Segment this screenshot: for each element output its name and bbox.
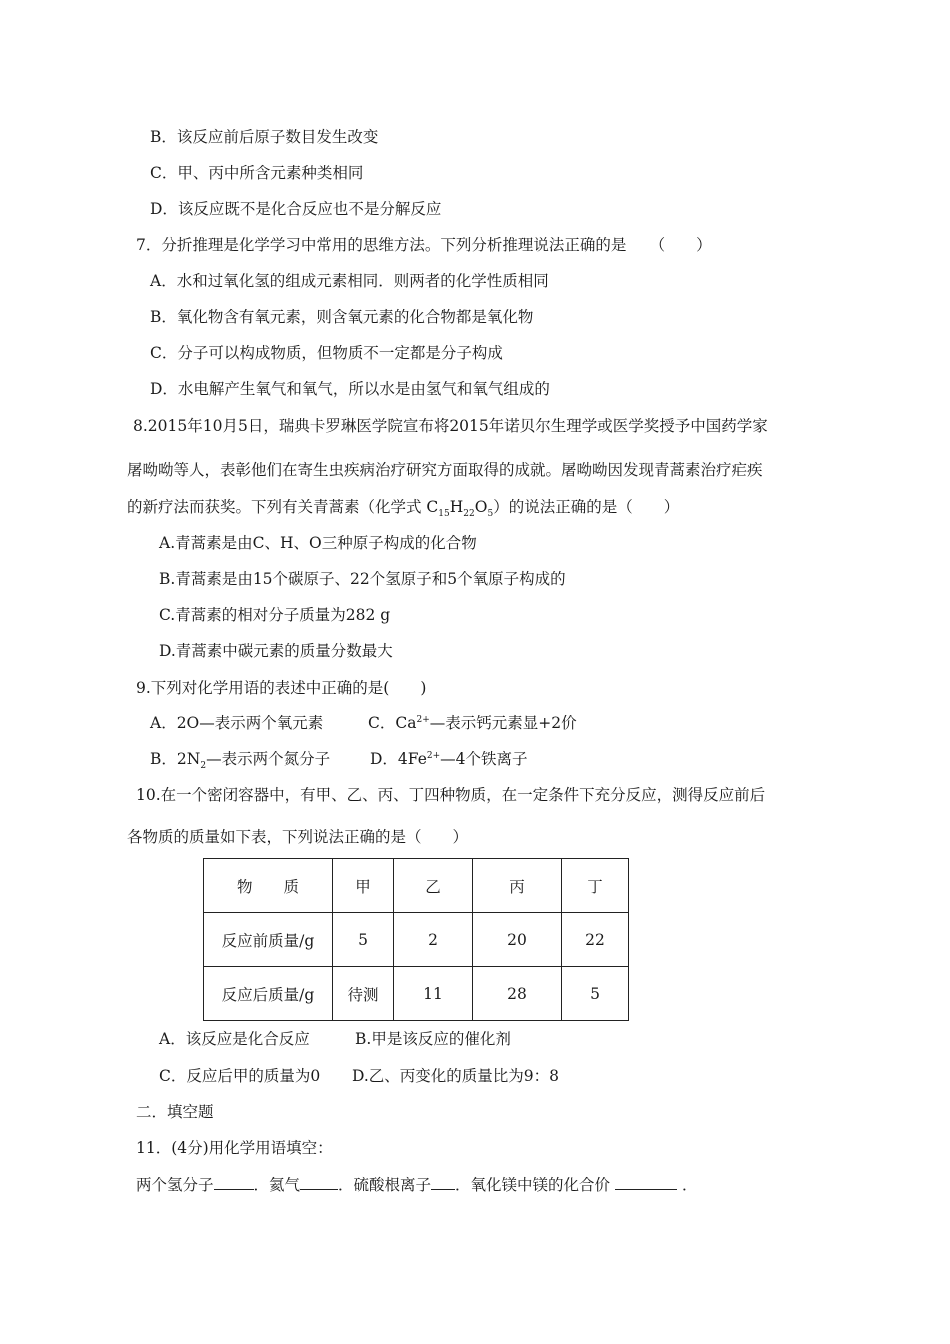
table-cell: 28 xyxy=(473,967,562,1021)
answer-blank[interactable] xyxy=(300,1174,338,1190)
table-cell: 2 xyxy=(394,913,473,967)
mass-table xyxy=(203,858,629,1021)
q7-option-d: D．水电解产生氧气和氧气，所以水是由氢气和氧气组成的 xyxy=(150,380,550,398)
q8-stem-line1: 8.2015年10月5日，瑞典卡罗琳医学院宣布将2015年诺贝尔生理学或医学奖授予中国药学家 xyxy=(133,417,768,435)
q8-option-b: B.青蒿素是由15个碳原子、22个氢原子和5个氧原子构成的 xyxy=(159,570,566,588)
q7-option-a: A．水和过氧化氢的组成元素相同．则两者的化学性质相同 xyxy=(150,272,549,290)
table-cell: 待测 xyxy=(333,967,394,1021)
table-header-cell: 乙 xyxy=(394,859,473,913)
q7-option-b: B．氧化物含有氧元素，则含氧元素的化合物都是氧化物 xyxy=(150,308,534,326)
table-header-cell: 丙 xyxy=(473,859,562,913)
q9-option-d: D．$4Fe^{2+}—4$个铁离子 xyxy=(370,750,528,768)
q6-option-c: C．甲、丙中所含元素种类相同 xyxy=(150,164,364,182)
table-row xyxy=(204,913,629,967)
q11-stem: 11．(4分)用化学用语填空： xyxy=(136,1139,333,1157)
q8-stem-line2: 屠呦呦等人，表彰他们在寄生虫疾病治疗研究方面取得的成就。屠呦呦因发现青蒿素治疗疟疾 xyxy=(127,461,763,479)
q10-option-a: A．该反应是化合反应 xyxy=(159,1030,310,1048)
q10-option-c: C．反应后甲的质量为0 xyxy=(159,1067,321,1085)
q6-option-d: D．该反应既不是化合反应也不是分解反应 xyxy=(150,200,442,218)
q8-option-a: A.青蒿素是由C、H、O三种原子构成的化合物 xyxy=(159,534,477,552)
q10-stem-line2: 各物质的质量如下表，下列说法正确的是（ ） xyxy=(127,828,469,846)
table-cell: 5 xyxy=(562,967,629,1021)
table-cell: 5 xyxy=(333,913,394,967)
table-row xyxy=(204,967,629,1021)
table-cell: 11 xyxy=(394,967,473,1021)
q9-option-b: B．$2N_2—$表示两个氮分子 xyxy=(150,750,331,772)
answer-blank[interactable] xyxy=(431,1174,455,1190)
q9-stem: 9.下列对化学用语的表述中正确的是( ) xyxy=(136,679,427,697)
q8-option-c: C.青蒿素的相对分子质量为282 g xyxy=(159,606,391,624)
q11-fill-line: 两个氢分子 ．氦气 ．硫酸根离子 ．氧化镁中镁的化合价 ． xyxy=(136,1176,698,1194)
section-heading: 二．填空题 xyxy=(136,1103,214,1121)
q10-stem-line1: 10.在一个密闭容器中，有甲、乙、丙、丁四种物质，在一定条件下充分反应，测得反应前后 xyxy=(136,786,766,804)
q9-option-c: C．$Ca^{2+}—$表示钙元素显+2价 xyxy=(368,714,577,732)
table-header-cell: 丁 xyxy=(562,859,629,913)
table-cell: 反应前质量/g xyxy=(204,913,333,967)
table-header-cell: 物 质 xyxy=(204,859,333,913)
table-cell: 22 xyxy=(562,913,629,967)
answer-blank[interactable] xyxy=(214,1174,254,1190)
table-header-row xyxy=(204,859,629,913)
q8-stem-line3: 的新疗法而获奖。下列有关青蒿素（化学式 $C_{15}H_{22}O_5$）的说法正确的是（ ） xyxy=(127,498,680,520)
answer-blank[interactable] xyxy=(615,1174,677,1190)
table-cell: 20 xyxy=(473,913,562,967)
q6-option-b: B．该反应前后原子数目发生改变 xyxy=(150,128,379,146)
q7-stem: 7．分折推理是化学学习中常用的思维方法。下列分析推理说法正确的是 （ ） xyxy=(136,236,712,254)
q8-option-d: D.青蒿素中碳元素的质量分数最大 xyxy=(159,642,393,660)
table-header-cell: 甲 xyxy=(333,859,394,913)
table-cell: 反应后质量/g xyxy=(204,967,333,1021)
q10-option-d: D.乙、丙变化的质量比为9：8 xyxy=(352,1067,560,1085)
q9-option-a: A．2O—表示两个氧元素 xyxy=(150,714,324,732)
q7-option-c: C．分子可以构成物质，但物质不一定都是分子构成 xyxy=(150,344,503,362)
q10-option-b: B.甲是该反应的催化剂 xyxy=(355,1030,511,1048)
